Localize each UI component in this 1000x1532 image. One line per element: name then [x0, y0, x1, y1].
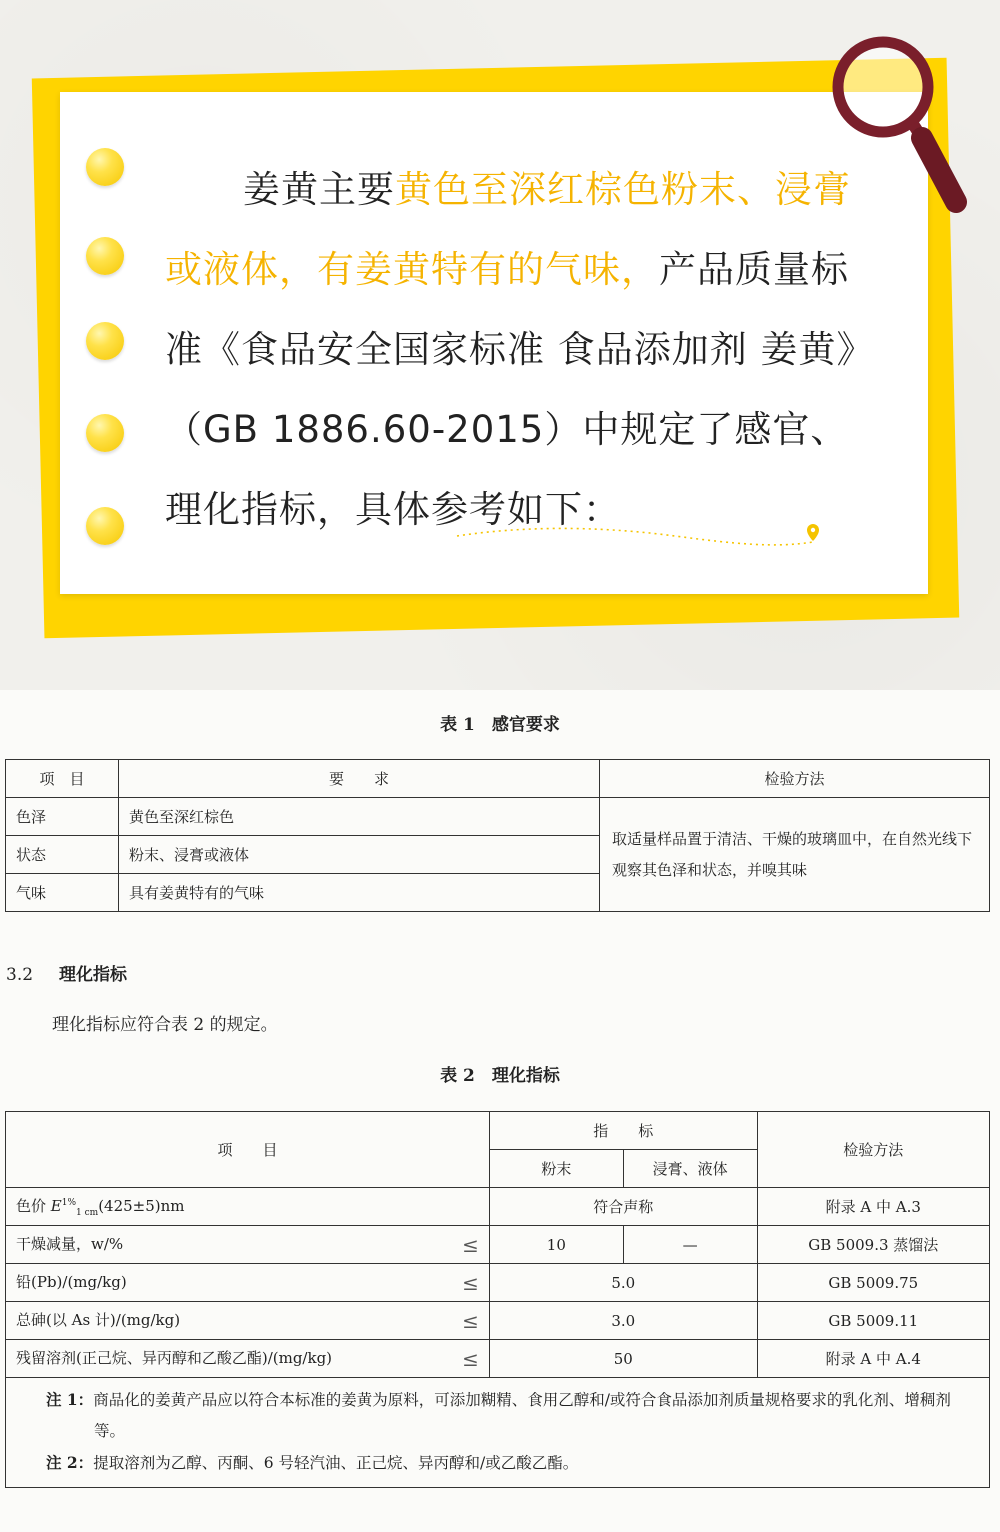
table2-item-row [6, 1340, 490, 1378]
intro-rest: 产品质量标准《食品安全国家标准 食品添加剂 姜黄》（GB 1886.60-2015）中规定了感官、理化指标，具体参考如下： [165, 248, 857, 531]
table2-value-powder: 10 [489, 1226, 623, 1264]
table2-header-method: 检验方法 [757, 1112, 989, 1188]
table2-header-item: 项 目 [6, 1112, 490, 1188]
table2-item-row [6, 1264, 490, 1302]
table1-row-requirement: 黄色至深红棕色 [119, 798, 600, 836]
intro-lead: 姜黄主要 [243, 168, 395, 211]
table1-header-method: 检验方法 [600, 760, 990, 798]
color-value-subscript: 1 cm [76, 1208, 99, 1218]
table2-item-row [6, 1302, 490, 1340]
intro-paragraph [165, 150, 865, 550]
le-sign: ≤ [462, 1308, 479, 1333]
le-sign: ≤ [462, 1232, 479, 1257]
table2-header-index: 指 标 [489, 1112, 757, 1150]
location-pin-icon [807, 524, 819, 541]
section-number: 3.2 [6, 965, 34, 985]
table2-method: GB 5009.75 [757, 1264, 989, 1302]
note-1 [46, 1384, 979, 1447]
section-text: 理化指标应符合表 2 的规定。 [52, 1015, 278, 1035]
table2-item: 残留溶剂(正己烷、异丙醇和乙酸乙酯)/(mg/kg) [16, 1348, 333, 1367]
note-2-label: 注 2： [46, 1453, 94, 1472]
intro-highlight: 黄色至深红棕色粉末、浸膏或液体，有姜黄特有的气味， [165, 168, 851, 291]
section-title: 理化指标 [59, 965, 128, 985]
color-value-suffix: (425±5)nm [98, 1197, 185, 1215]
table1-header-item: 项 目 [6, 760, 119, 798]
table2-item: 总砷(以 As 计)/(mg/kg) [16, 1310, 181, 1329]
table2-item: 铅(Pb)/(mg/kg) [16, 1272, 127, 1291]
yellow-dot-icon [86, 237, 124, 275]
note-2 [46, 1447, 979, 1479]
table2-method: GB 5009.3 蒸馏法 [757, 1226, 989, 1264]
note-1-label: 注 1： [46, 1390, 94, 1409]
table2-method: GB 5009.11 [757, 1302, 989, 1340]
table2-item: 干燥减量，w/% [16, 1234, 124, 1253]
yellow-dot-icon [86, 507, 124, 545]
table2-notes [6, 1378, 990, 1488]
table1-row-item: 气味 [6, 874, 119, 912]
le-sign: ≤ [462, 1270, 479, 1295]
le-sign: ≤ [462, 1346, 479, 1371]
section-heading [6, 960, 127, 985]
table1-row-item: 状态 [6, 836, 119, 874]
sensory-requirements-table [5, 759, 990, 912]
color-value-symbol: E [50, 1197, 62, 1215]
magnifier-icon [828, 32, 968, 217]
color-value-prefix: 色价 [16, 1197, 51, 1215]
table1-row-requirement: 粉末、浸膏或液体 [119, 836, 600, 874]
table2-header-powder: 粉末 [489, 1150, 623, 1188]
table1-caption: 表 1 感官要求 [440, 715, 560, 735]
note-1-text: 商品化的姜黄产品应以符合本标准的姜黄为原料，可添加糊精、食用乙醇和/或符合食品添加剂质量规格要求的乳化剂、增稠剂等。 [93, 1391, 951, 1440]
note-2-text: 提取溶剂为乙醇、丙酮、6 号轻汽油、正己烷、异丙醇和/或乙酸乙酯。 [93, 1454, 579, 1472]
table2-caption: 表 2 理化指标 [440, 1066, 560, 1086]
table2-value: 3.0 [489, 1302, 757, 1340]
yellow-dot-icon [86, 414, 124, 452]
table1-header-requirement: 要 求 [119, 760, 600, 798]
yellow-dot-icon [86, 148, 124, 186]
table1-row-item: 色泽 [6, 798, 119, 836]
table2-method: 附录 A 中 A.4 [757, 1340, 989, 1378]
table1-method: 取适量样品置于清洁、干燥的玻璃皿中，在自然光线下观察其色泽和状态，并嗅其味 [600, 798, 990, 912]
table2-header-liquid: 浸膏、液体 [623, 1150, 757, 1188]
table2-value: 50 [489, 1340, 757, 1378]
table2-item-row [6, 1226, 490, 1264]
color-value-superscript: 1% [61, 1198, 77, 1208]
physicochemical-table [5, 1111, 990, 1488]
table2-value-liquid: — [623, 1226, 757, 1264]
table1-row-requirement: 具有姜黄特有的气味 [119, 874, 600, 912]
dotted-path-decoration [455, 522, 820, 552]
table2-item-color-value [6, 1188, 490, 1226]
table2-value: 符合声称 [489, 1188, 757, 1226]
yellow-dot-icon [86, 322, 124, 360]
table2-value: 5.0 [489, 1264, 757, 1302]
table2-method: 附录 A 中 A.3 [757, 1188, 989, 1226]
